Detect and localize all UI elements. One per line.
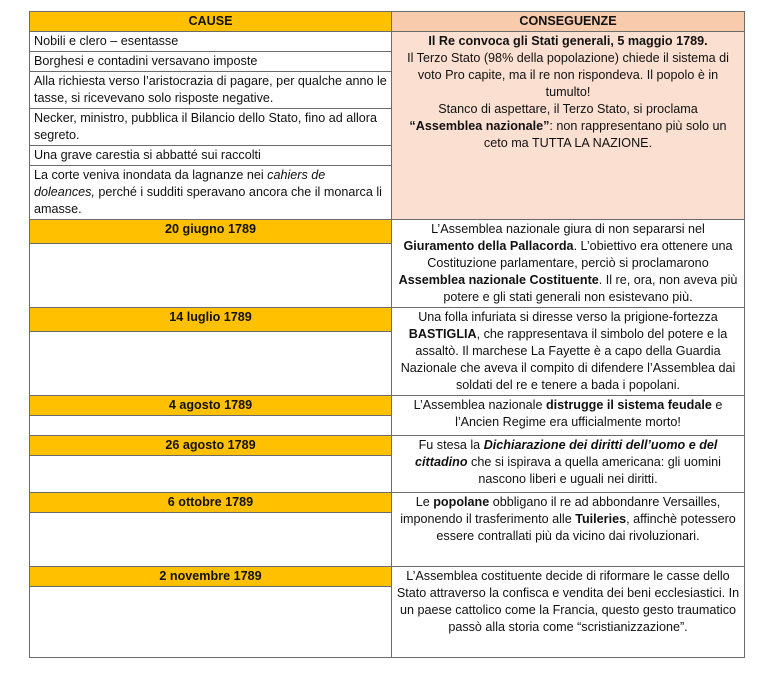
event-text — [392, 493, 745, 567]
cause6-italic: cahiers de doleances, — [34, 168, 326, 199]
t: . Il re, ora, non aveva più potere e gli stati generali non esistevano più. — [443, 273, 738, 304]
event-text — [392, 396, 745, 436]
event-date-row — [30, 493, 745, 513]
cause-row — [30, 32, 745, 52]
p2-bold: “Assemblea nazionale” — [409, 119, 550, 133]
event-date: 6 ottobre 1789 — [30, 493, 392, 513]
event-text — [392, 308, 745, 396]
conseguenze-main — [392, 32, 745, 220]
t: Una folla infuriata si diresse verso la prigione-fortezza — [418, 310, 718, 324]
cause-item-6 — [30, 166, 392, 220]
header-row — [30, 12, 745, 32]
cause-item-2: Borghesi e contadini versavano imposte — [30, 52, 392, 72]
bold: distrugge il sistema feudale — [545, 398, 712, 412]
t: Fu stesa la — [418, 438, 484, 452]
event-text: L’Assemblea costituente decide di riformare le casse dello Stato attraverso la confisca e vendita dei beni ecclesiastici. In un paese cattolico come la Francia, questo gesto traumatico passò alla storia come “scristianizzazione”. — [392, 567, 745, 658]
t: che si ispirava a quella americana: gli uomini nascono liberi e uguali nei diritti. — [467, 455, 721, 486]
cause-header: CAUSE — [30, 12, 392, 32]
t: , che rappresentava il simbolo del potere e la assaltò. Il marchese La Fayette è a capo della Guardia Nazionale che aveva il compito di difendere l’Assemblea dai soldati del re e tenere a bada i popolani. — [400, 327, 736, 392]
t: L’Assemblea nazionale — [413, 398, 546, 412]
bold: Assemblea nazionale Costituente — [398, 273, 599, 287]
event-date-row — [30, 436, 745, 456]
event-empty-cell — [30, 456, 392, 493]
conseguenze-header: CONSEGUENZE — [392, 12, 745, 32]
t: , affinchè potessero essere contrallati più da vicino dai rivoluzionari. — [436, 512, 736, 543]
conseguenze-p1: Il Terzo Stato (98% della popolazione) chiede il sistema di voto Pro capite, ma il re non rispondeva. Il popolo è in tumulto! — [407, 51, 729, 99]
bold: Giuramento della Pallacorda — [403, 239, 574, 253]
event-empty-cell — [30, 416, 392, 436]
event-date-row — [30, 220, 745, 244]
event-date: 2 novembre 1789 — [30, 567, 392, 587]
bold: BASTIGLIA — [408, 327, 477, 341]
event-date: 26 agosto 1789 — [30, 436, 392, 456]
cause-item-3: Alla richiesta verso l’aristocrazia di pagare, per qualche anno le tasse, si ricevevano solo risposte negative. — [30, 72, 392, 109]
event-text — [392, 436, 745, 493]
event-text — [392, 220, 745, 308]
t: obbligano il re ad abbondanre Versailles, imponendo il trasferimento alle — [400, 495, 721, 526]
event-date: 14 luglio 1789 — [30, 308, 392, 332]
t: L’Assemblea nazionale giura di non separarsi nel — [431, 222, 705, 236]
cause-item-1: Nobili e clero – esentasse — [30, 32, 392, 52]
t: e l’Ancien Regime era ufficialmente morto! — [455, 398, 723, 429]
cause6-c: perché i sudditi speravano ancora che il monarca li amasse. — [34, 185, 382, 216]
conseguenze-title: Il Re convoca gli Stati generali, 5 maggio 1789. — [428, 34, 708, 48]
cause6-a: La corte veniva inondata da lagnanze nei — [34, 168, 268, 182]
p2-tail: : non rappresentano più solo un ceto ma TUTTA LA NAZIONE. — [483, 119, 727, 150]
event-date-row — [30, 396, 745, 416]
bold: Tuileries — [575, 512, 627, 526]
cause-item-5: Una grave carestia si abbatté sui raccolti — [30, 146, 392, 166]
bold: popolane — [433, 495, 490, 509]
event-date-row — [30, 308, 745, 332]
cause-item-4: Necker, ministro, pubblica il Bilancio dello Stato, fino ad allora segreto. — [30, 109, 392, 146]
event-date-row — [30, 567, 745, 587]
event-empty-cell — [30, 331, 392, 395]
p2-text: Stanco di aspettare, il Terzo Stato, si proclama — [438, 102, 698, 116]
history-table — [29, 11, 745, 658]
t: Le — [415, 495, 434, 509]
bold-italic: Dichiarazione dei diritti dell’uomo e del cittadino — [415, 438, 718, 469]
conseguenze-p2 — [396, 101, 740, 152]
t: . L’obiettivo era ottenere una Costituzione parlamentare, perciò si proclamarono — [427, 239, 733, 270]
event-empty-cell — [30, 513, 392, 567]
event-empty-cell — [30, 243, 392, 307]
event-date: 20 giugno 1789 — [30, 220, 392, 244]
event-date: 4 agosto 1789 — [30, 396, 392, 416]
event-empty-cell — [30, 587, 392, 658]
